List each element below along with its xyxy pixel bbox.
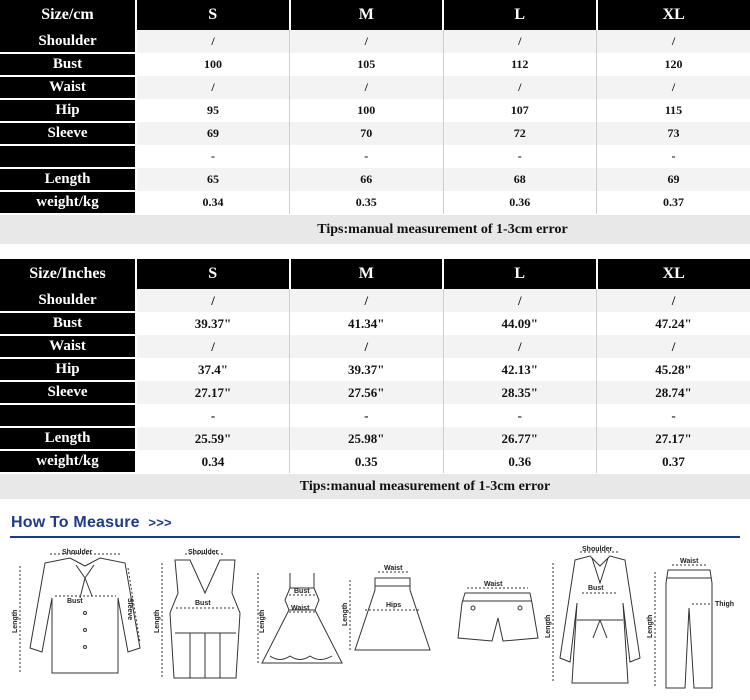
table-cell: / — [597, 76, 750, 99]
table-cell: / — [443, 30, 597, 53]
row-label — [0, 145, 136, 168]
table-cell: / — [597, 30, 750, 53]
table-row — [0, 289, 750, 312]
label-length: Length — [154, 609, 161, 633]
table-row — [0, 404, 750, 427]
table-row — [0, 312, 750, 335]
row-label: weight/kg — [0, 450, 136, 473]
label-bust: Bust — [195, 600, 211, 607]
table-cell: 0.37 — [597, 191, 750, 214]
table-cell: 28.35" — [443, 381, 597, 404]
row-label: Shoulder — [0, 30, 136, 53]
label-thigh: Thigh — [715, 601, 735, 608]
table-cell: 25.98" — [290, 427, 444, 450]
shirt-figure-icon — [12, 549, 140, 673]
table-cell: / — [443, 76, 597, 99]
table-cell: 112 — [443, 53, 597, 76]
table-row — [0, 53, 750, 76]
dress-figure-icon — [258, 573, 342, 663]
table-cell: 0.35 — [290, 191, 444, 214]
table-cell: 70 — [290, 122, 444, 145]
label-bust: Bust — [294, 588, 310, 595]
table-header-row — [0, 259, 750, 289]
table-cell: 27.17" — [136, 381, 290, 404]
header-s: S — [136, 259, 290, 289]
shorts-figure-icon — [458, 581, 538, 641]
tank-top-figure-icon — [154, 549, 240, 678]
table-cell: - — [290, 404, 444, 427]
table-cell: - — [443, 145, 597, 168]
table-cell: / — [136, 335, 290, 358]
tips-note-inches: Tips:manual measurement of 1-3cm error — [0, 474, 750, 499]
table-row — [0, 191, 750, 214]
row-label: weight/kg — [0, 191, 136, 214]
label-shoulder: Shoulder — [188, 549, 219, 556]
table-cell: 69 — [597, 168, 750, 191]
table-cell: 41.34" — [290, 312, 444, 335]
table-cell: / — [290, 76, 444, 99]
table-cell: 100 — [290, 99, 444, 122]
label-waist: Waist — [680, 558, 699, 565]
table-cell: 65 — [136, 168, 290, 191]
table-row — [0, 381, 750, 404]
table-row — [0, 30, 750, 53]
header-size-cm: Size/cm — [0, 0, 136, 30]
row-label: Length — [0, 168, 136, 191]
table-cell: / — [136, 289, 290, 312]
table-cell: 42.13" — [443, 358, 597, 381]
table-cell: - — [290, 145, 444, 168]
row-label: Waist — [0, 335, 136, 358]
table-row — [0, 122, 750, 145]
row-label — [0, 404, 136, 427]
row-label: Sleeve — [0, 381, 136, 404]
table-cell: / — [443, 289, 597, 312]
table-cell: 0.37 — [597, 450, 750, 473]
label-length: Length — [545, 614, 552, 638]
table-row — [0, 450, 750, 473]
table-cell: 105 — [290, 53, 444, 76]
how-to-measure-title — [11, 514, 172, 532]
table-cell: 95 — [136, 99, 290, 122]
table-cell: / — [597, 335, 750, 358]
label-waist: Waist — [484, 581, 503, 588]
header-l: L — [443, 259, 597, 289]
header-m: M — [290, 0, 444, 30]
row-label: Waist — [0, 76, 136, 99]
table-cell: / — [136, 30, 290, 53]
label-shoulder: Shoulder — [62, 549, 93, 556]
table-cell: 0.36 — [443, 191, 597, 214]
header-xl: XL — [597, 0, 750, 30]
table-row — [0, 168, 750, 191]
table-cell: 68 — [443, 168, 597, 191]
header-m: M — [290, 259, 444, 289]
row-label: Hip — [0, 358, 136, 381]
label-shoulder: Shoulder — [582, 546, 613, 553]
header-size-inches: Size/Inches — [0, 259, 136, 289]
table-cell: 28.74" — [597, 381, 750, 404]
size-table-inches — [0, 259, 750, 474]
table-cell: 100 — [136, 53, 290, 76]
tips-note-cm: Tips:manual measurement of 1-3cm error — [0, 215, 750, 244]
table-cell: 115 — [597, 99, 750, 122]
table-cell: / — [290, 30, 444, 53]
table-row — [0, 358, 750, 381]
table-cell: - — [136, 145, 290, 168]
table-cell: - — [136, 404, 290, 427]
label-length: Length — [12, 609, 19, 633]
label-length: Length — [647, 614, 654, 638]
row-label: Bust — [0, 53, 136, 76]
table-cell: 45.28" — [597, 358, 750, 381]
table-cell: 120 — [597, 53, 750, 76]
table-cell: 72 — [443, 122, 597, 145]
table-cell: 47.24" — [597, 312, 750, 335]
how-to-measure-section — [0, 508, 750, 700]
label-length: Length — [342, 602, 349, 626]
table-cell: 66 — [290, 168, 444, 191]
table-cell: / — [597, 289, 750, 312]
table-cell: - — [443, 404, 597, 427]
row-label: Shoulder — [0, 289, 136, 312]
label-sleeve: Sleeve — [126, 598, 133, 621]
table-header-row — [0, 0, 750, 30]
table-cell: 0.34 — [136, 191, 290, 214]
label-waist: Waist — [291, 605, 310, 612]
label-length: Length — [259, 609, 266, 633]
table-cell: 107 — [443, 99, 597, 122]
table-cell: 26.77" — [443, 427, 597, 450]
table-cell: / — [443, 335, 597, 358]
table-row — [0, 76, 750, 99]
table-cell: 27.56" — [290, 381, 444, 404]
table-row — [0, 99, 750, 122]
chevrons-icon: >>> — [148, 515, 172, 530]
label-waist: Waist — [384, 565, 403, 572]
table-row — [0, 335, 750, 358]
skirt-figure-icon — [342, 565, 430, 650]
label-bust: Bust — [588, 585, 604, 592]
table-cell: 44.09" — [443, 312, 597, 335]
table-cell: 69 — [136, 122, 290, 145]
table-cell: 0.34 — [136, 450, 290, 473]
header-s: S — [136, 0, 290, 30]
label-bust: Bust — [67, 598, 83, 605]
row-label: Length — [0, 427, 136, 450]
trousers-figure-icon — [647, 558, 734, 688]
row-label: Bust — [0, 312, 136, 335]
table-cell: 39.37" — [136, 312, 290, 335]
table-cell: 0.35 — [290, 450, 444, 473]
table-cell: - — [597, 404, 750, 427]
table-row — [0, 145, 750, 168]
table-cell: / — [290, 289, 444, 312]
table-cell: 25.59" — [136, 427, 290, 450]
table-cell: 73 — [597, 122, 750, 145]
table-cell: 39.37" — [290, 358, 444, 381]
table-cell: 37.4" — [136, 358, 290, 381]
table-cell: 27.17" — [597, 427, 750, 450]
table-cell: / — [290, 335, 444, 358]
table-row — [0, 427, 750, 450]
table-cell: / — [136, 76, 290, 99]
row-label: Sleeve — [0, 122, 136, 145]
table-cell: 0.36 — [443, 450, 597, 473]
coat-figure-icon — [545, 546, 640, 683]
measure-figures — [0, 538, 750, 698]
header-l: L — [443, 0, 597, 30]
label-hips: Hips — [386, 602, 402, 609]
size-table-cm — [0, 0, 750, 215]
how-to-measure-title-text: How To Measure — [11, 514, 140, 531]
header-xl: XL — [597, 259, 750, 289]
row-label: Hip — [0, 99, 136, 122]
table-cell: - — [597, 145, 750, 168]
